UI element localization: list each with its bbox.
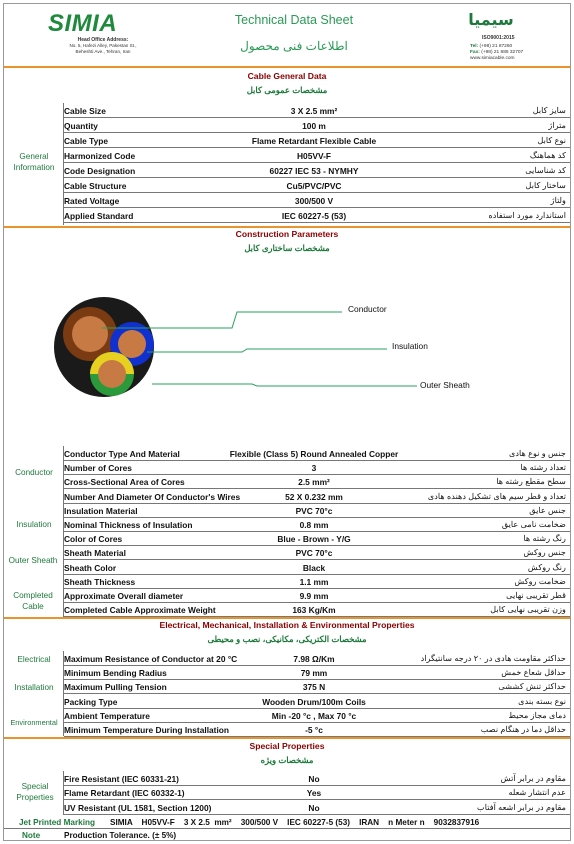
row-value: 163 Kg/Km bbox=[292, 605, 336, 616]
row-value: 100 m bbox=[302, 121, 326, 131]
row-label-fa: سایز کابل bbox=[532, 106, 566, 115]
data-row bbox=[64, 194, 570, 208]
row-label-en: Cable Type bbox=[64, 136, 109, 146]
general-section-title: Cable General Data bbox=[247, 71, 327, 81]
row-label-en: Code Designation bbox=[64, 166, 136, 176]
row-label-en: Completed Cable Approximate Weight bbox=[64, 605, 216, 616]
data-row bbox=[64, 652, 570, 666]
row-value: Black bbox=[302, 562, 326, 573]
row-value: 0.8 mm bbox=[299, 520, 329, 530]
special-section-title: Special Properties bbox=[249, 741, 325, 751]
document-title-fa: اطلاعات فنی محصول bbox=[240, 39, 348, 53]
row-label-fa: تعداد و قطر سیم های تشکیل دهنده هادی bbox=[427, 491, 566, 501]
header-divider bbox=[4, 66, 570, 68]
special-section-title-fa: مشخصات ویژه bbox=[260, 755, 314, 765]
jet-printed-marking: Jet Printed Marking SIMIA H05VV-F 3 X 2.5 mm² 300/500 V IEC 60227-5 (53) IRAN n Meter n 9032837916 bbox=[4, 816, 570, 829]
row-value: PVC 70°c bbox=[295, 505, 333, 516]
row-value: 1.1 mm bbox=[299, 576, 329, 587]
data-row bbox=[64, 490, 570, 504]
data-row bbox=[64, 209, 570, 223]
data-row bbox=[64, 461, 570, 475]
row-label-fa: حداقل شعاع خمش bbox=[501, 668, 566, 678]
row-value: PVC 70°c bbox=[295, 548, 333, 559]
data-row bbox=[64, 695, 570, 709]
row-value: 2.5 mm² bbox=[298, 477, 330, 488]
data-row bbox=[64, 179, 570, 193]
row-label-en: Rated Voltage bbox=[64, 196, 120, 206]
environmental-group-label: Environmental bbox=[10, 718, 58, 727]
general-group-label: General Information bbox=[13, 152, 55, 172]
row-label-fa: عدم انتشار شعله bbox=[508, 788, 566, 798]
cable-cross-section bbox=[52, 292, 452, 442]
contact-info: Tel: (+98) 21 87260 Fax: (+98) 21 885 32707 www.simiacable.com bbox=[470, 44, 524, 61]
electrical-section-title-fa: مشخصات الکتریکی، مکانیکی، نصب و محیطی bbox=[207, 634, 367, 644]
row-label-fa: کد هماهنگ bbox=[529, 151, 566, 160]
row-label-fa: نوع کابل bbox=[537, 136, 566, 145]
row-label-en: Minimum Bending Radius bbox=[64, 668, 167, 679]
data-row bbox=[64, 801, 570, 815]
row-value: -5 °c bbox=[305, 725, 323, 735]
row-label-fa: رنگ روکش bbox=[527, 562, 566, 572]
blue-core-conductor bbox=[118, 330, 146, 358]
construction-section-title-fa: مشخصات ساختاری کابل bbox=[244, 243, 330, 253]
row-label-en: Quantity bbox=[64, 121, 98, 131]
row-value: 375 N bbox=[302, 682, 326, 693]
data-row bbox=[64, 134, 570, 148]
row-value: 7.98 Ω/Km bbox=[293, 654, 335, 664]
row-value: 3 X 2.5 mm² bbox=[290, 106, 338, 116]
conductor-callout: Conductor bbox=[348, 304, 387, 314]
row-label-en: Sheath Thickness bbox=[64, 576, 136, 587]
row-label-en: Color of Cores bbox=[64, 534, 123, 545]
row-label-en: Applied Standard bbox=[64, 211, 134, 221]
row-value: No bbox=[308, 774, 320, 784]
row-value: Min -20 °c , Max 70 °c bbox=[271, 710, 357, 721]
data-row bbox=[64, 772, 570, 786]
row-value: 3 bbox=[311, 463, 317, 474]
row-label-en: Cable Structure bbox=[64, 181, 127, 191]
row-label-fa: حداقل دما در هنگام نصب bbox=[480, 725, 566, 734]
data-row bbox=[64, 723, 570, 737]
row-value: Yes bbox=[306, 788, 322, 799]
outer-sheath-leader-line bbox=[152, 384, 417, 386]
row-value: Cu5/PVC/PVC bbox=[286, 181, 342, 191]
conductor-group-label: Conductor bbox=[15, 468, 53, 477]
row-value: Flexible (Class 5) Round Annealed Copper bbox=[229, 449, 399, 459]
row-label-en: Minimum Temperature During Installation bbox=[64, 725, 230, 735]
data-row bbox=[64, 149, 570, 163]
data-row bbox=[64, 666, 570, 680]
data-row bbox=[64, 589, 570, 603]
data-row bbox=[64, 104, 570, 118]
header bbox=[4, 4, 570, 66]
row-label-fa: سطح مقطع رشته ها bbox=[496, 477, 566, 487]
installation-group-label: Installation bbox=[14, 683, 54, 692]
row-label-fa: ساختار کابل bbox=[525, 181, 566, 190]
completed-cable-group-label: Completed Cable bbox=[13, 591, 53, 611]
insulation-callout: Insulation bbox=[392, 341, 428, 351]
note: Note Production Tolerance. (± 5%) bbox=[22, 831, 177, 840]
data-row bbox=[64, 786, 570, 800]
data-row bbox=[64, 447, 570, 461]
electrical-section-title: Electrical, Mechanical, Installation & Environmental Properties bbox=[159, 620, 415, 630]
simia-fa-logo bbox=[459, 8, 523, 30]
row-label-en: Nominal Thickness of Insulation bbox=[64, 520, 193, 530]
row-label-fa: ولتاژ bbox=[550, 196, 566, 205]
data-row bbox=[64, 546, 570, 560]
row-label-fa: قطر تقریبی نهایی bbox=[506, 591, 566, 600]
row-label-en: Cross-Sectional Area of Cores bbox=[64, 477, 185, 488]
data-row bbox=[64, 603, 570, 617]
row-label-en: Number And Diameter Of Conductor's Wires bbox=[64, 491, 241, 502]
row-label-fa: تعداد رشته ها bbox=[520, 463, 566, 473]
data-row bbox=[64, 575, 570, 589]
row-value: 79 mm bbox=[300, 668, 328, 679]
row-label-en: Fire Resistant (IEC 60331-21) bbox=[64, 774, 179, 784]
data-row bbox=[64, 561, 570, 575]
row-value: 60227 IEC 53 - NYMHY bbox=[269, 166, 359, 176]
row-label-en: Sheath Material bbox=[64, 548, 126, 559]
row-label-en: Maximum Resistance of Conductor at 20 °C bbox=[64, 654, 238, 664]
row-value: No bbox=[308, 802, 320, 813]
row-label-en: UV Resistant (UL 1581, Section 1200) bbox=[64, 802, 212, 813]
row-value: Blue - Brown - Y/G bbox=[277, 534, 351, 545]
data-row bbox=[64, 164, 570, 178]
row-label-en: Sheath Color bbox=[64, 562, 117, 573]
head-office-address: Head Office Address: No. 5, Hafezi Alley, Pakestan St., Beheshti Ave., Tehran, Iran bbox=[69, 37, 137, 55]
row-label-fa: نوع بسته بندی bbox=[518, 696, 566, 706]
iso-certification: ISO9001:2015 bbox=[482, 35, 515, 41]
row-value: 9.9 mm bbox=[299, 591, 329, 601]
data-row bbox=[64, 475, 570, 489]
general-section-title-fa: مشخصات عمومی کابل bbox=[246, 85, 328, 95]
brown-core-conductor bbox=[72, 316, 108, 352]
outer-sheath-group-label: Outer Sheath bbox=[8, 556, 58, 565]
special-group-label: Special Properties bbox=[16, 782, 54, 802]
row-label-en: Maximum Pulling Tension bbox=[64, 682, 167, 693]
row-label-en: Ambient Temperature bbox=[64, 710, 150, 721]
row-value: 52 X 0.232 mm bbox=[285, 491, 343, 502]
data-row bbox=[64, 709, 570, 723]
row-label-fa: مقاوم در برابر آتش bbox=[500, 774, 566, 783]
insulation-leader-line bbox=[147, 349, 387, 352]
data-row bbox=[64, 680, 570, 694]
row-value: H05VV-F bbox=[297, 151, 331, 161]
section-divider bbox=[4, 737, 570, 739]
simia-logo: SIMIA bbox=[48, 10, 118, 37]
row-label-fa: جنس و نوع هادی bbox=[508, 449, 566, 458]
row-label-fa: وزن تقریبی نهایی کابل bbox=[490, 605, 566, 615]
row-value: Flame Retardant Flexible Cable bbox=[251, 136, 377, 146]
data-row bbox=[64, 518, 570, 532]
row-label-en: Cable Size bbox=[64, 106, 106, 116]
row-label-fa: کد شناسایی bbox=[525, 166, 566, 175]
row-label-fa: مقاوم در برابر اشعه آفتاب bbox=[477, 802, 566, 812]
row-label-en: Insulation Material bbox=[64, 505, 138, 516]
data-row bbox=[64, 532, 570, 546]
data-row bbox=[64, 504, 570, 518]
datasheet bbox=[3, 3, 571, 841]
section-divider bbox=[4, 226, 570, 228]
row-value: 300/500 V bbox=[294, 196, 334, 206]
row-label-en: Harmonized Code bbox=[64, 151, 136, 161]
section-divider bbox=[4, 617, 570, 619]
row-label-en: Flame Retardant (IEC 60332-1) bbox=[64, 788, 185, 799]
row-label-fa: جنس عایق bbox=[529, 505, 566, 515]
svg-text:سیمیا: سیمیا bbox=[468, 10, 514, 29]
row-label-fa: استاندارد مورد استفاده bbox=[488, 211, 566, 220]
row-label-fa: متراژ bbox=[548, 121, 566, 130]
data-row bbox=[64, 119, 570, 133]
row-value: Wooden Drum/100m Coils bbox=[262, 696, 366, 707]
row-label-en: Conductor Type And Material bbox=[64, 449, 180, 459]
row-value: IEC 60227-5 (53) bbox=[281, 211, 347, 221]
outer-sheath-callout: Outer Sheath bbox=[420, 380, 470, 390]
row-label-fa: رنگ رشته ها bbox=[523, 534, 566, 544]
row-label-fa: ضخامت روکش bbox=[514, 576, 566, 586]
yg-core-conductor bbox=[98, 360, 126, 388]
insulation-group-label: Insulation bbox=[16, 520, 52, 529]
row-label-en: Approximate Overall diameter bbox=[64, 591, 184, 601]
row-label-en: Number of Cores bbox=[64, 463, 132, 474]
row-label-fa: حداکثر مقاومت هادی در ۲۰ درجه سانتیگراد bbox=[420, 654, 566, 663]
electrical-group-label: Electrical bbox=[17, 655, 51, 664]
construction-section-title: Construction Parameters bbox=[235, 229, 339, 239]
row-label-fa: حداکثر تنش کششی bbox=[498, 682, 566, 692]
row-label-fa: ضخامت نامی عایق bbox=[501, 520, 566, 529]
row-label-fa: جنس روکش bbox=[523, 548, 566, 558]
document-title: Technical Data Sheet bbox=[234, 13, 354, 27]
row-label-en: Packing Type bbox=[64, 696, 118, 707]
row-label-fa: دمای مجاز محیط bbox=[508, 710, 566, 720]
